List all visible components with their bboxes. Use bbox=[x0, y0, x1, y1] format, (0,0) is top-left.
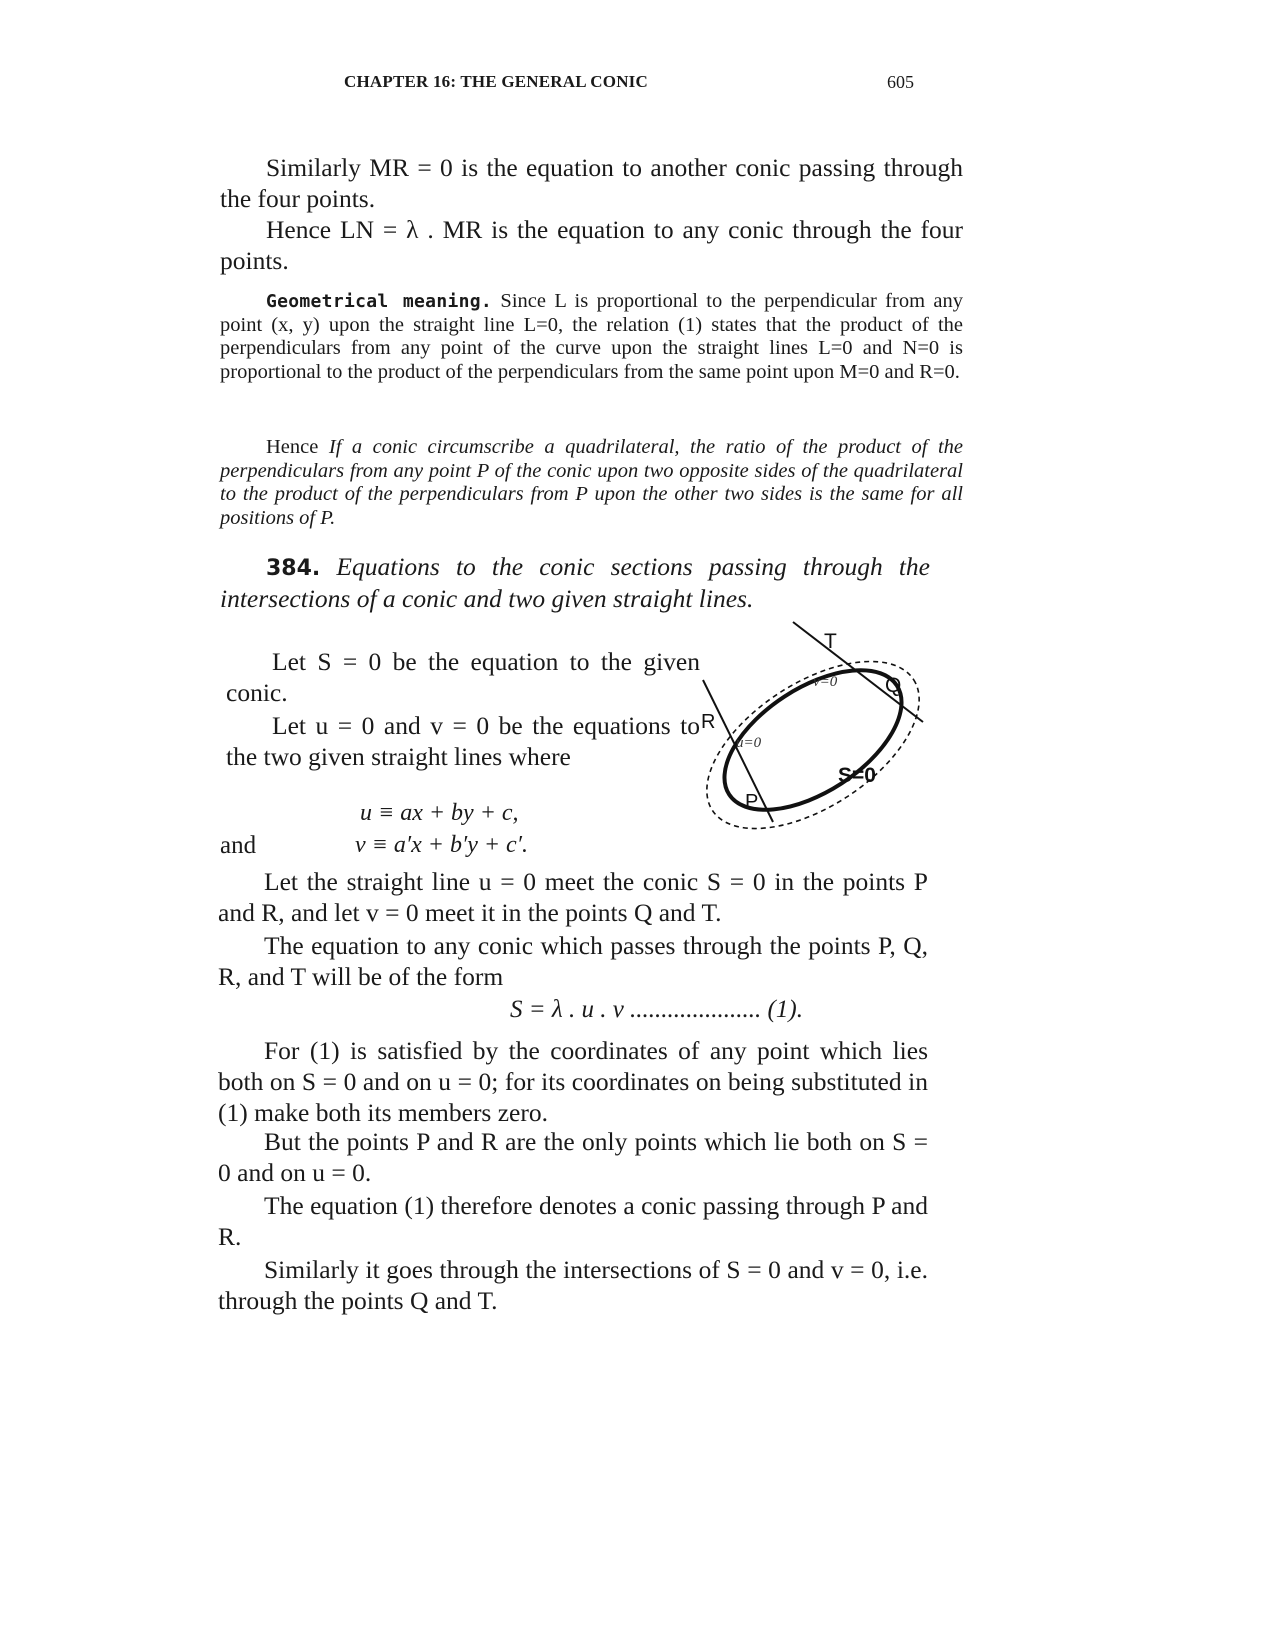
theorem-text: If a conic circumscribe a quadrilateral, the ratio of the product of the perpendiculars from any point P of the conic upon two opposite sides of the quadrilateral to the product of the perpendiculars from P upon the other two sides is the same for all positions of P. bbox=[220, 436, 964, 529]
equation-1: S = λ . u . v ..................... (1). bbox=[510, 996, 803, 1023]
text-for: For (1) is satisfied by the coordinates of any point which lies both on S = 0 and on u = 0; for its coordinates on being substituted in (1) make both its members zero. bbox=[218, 1036, 928, 1127]
label-R: R bbox=[701, 711, 716, 733]
equation-v: v ≡ a′x + b′y + c′. bbox=[355, 832, 528, 858]
text-therefore: The equation (1) therefore denotes a conic passing through P and R. bbox=[218, 1191, 928, 1251]
conic-diagram bbox=[701, 630, 978, 855]
text-similarly-2: Similarly it goes through the intersections of S = 0 and v = 0, i.e. through the points Q and T. bbox=[218, 1255, 928, 1315]
label-u: u=0 bbox=[736, 735, 762, 751]
label-S: S=0 bbox=[838, 764, 876, 787]
narrow-text-column bbox=[226, 646, 700, 772]
label-v: v=0 bbox=[813, 674, 838, 690]
geometrical-meaning-block bbox=[220, 290, 963, 384]
hence-theorem-block bbox=[220, 436, 963, 530]
geometrical-meaning-text: Since L is proportional to the perpendicular from any point (x, y) upon the straight line L=0, the relation (1) states that the product of the perpendiculars from any point of the curve upon the straight lines L=0 and N=0 is proportional to the product of the perpendiculars from the same point upon M=0 and R=0. bbox=[220, 290, 964, 383]
paragraph-hence-ln bbox=[220, 214, 963, 276]
label-T: T bbox=[824, 630, 837, 653]
text-let-s: Let S = 0 be the equation to the given conic. bbox=[226, 647, 700, 707]
label-Q: Q bbox=[885, 674, 902, 697]
dashed-conic bbox=[679, 628, 948, 863]
conic-s bbox=[701, 642, 925, 838]
figure-conic bbox=[701, 630, 978, 855]
geometrical-meaning-heading: Geometrical meaning. bbox=[266, 291, 493, 312]
paragraph-form bbox=[218, 930, 928, 992]
label-P: P bbox=[745, 791, 759, 813]
section-heading bbox=[220, 552, 930, 614]
paragraph-for bbox=[218, 1035, 928, 1128]
section-title: Equations to the conic sections passing through the intersections of a conic and two given straight lines. bbox=[220, 552, 931, 613]
paragraph-similarly-2 bbox=[218, 1254, 928, 1316]
and-word: and bbox=[220, 832, 257, 859]
line-u bbox=[703, 680, 773, 822]
paragraph-but bbox=[218, 1126, 928, 1188]
line-v bbox=[793, 622, 923, 722]
text-form: The equation to any conic which passes through the points P, Q, R, and T will be of the form bbox=[218, 931, 928, 991]
section-number: 384. bbox=[266, 556, 321, 581]
page-number: 605 bbox=[887, 72, 914, 92]
hence-lead: Hence bbox=[266, 436, 319, 458]
chapter-title: CHAPTER 16: THE GENERAL CONIC bbox=[344, 72, 648, 91]
text-let-uv: Let u = 0 and v = 0 be the equations to the two given straight lines where bbox=[226, 711, 700, 771]
text-hence-ln: Hence LN = λ . MR is the equation to any conic through the four points. bbox=[220, 215, 963, 275]
page-header bbox=[0, 72, 1275, 102]
paragraph-therefore bbox=[218, 1190, 928, 1252]
paragraph-similarly bbox=[220, 152, 963, 214]
equation-u: u ≡ ax + by + c, bbox=[360, 800, 519, 826]
text-meet: Let the straight line u = 0 meet the conic S = 0 in the points P and R, and let v = 0 meet it in the points Q and T. bbox=[218, 867, 928, 927]
text-but: But the points P and R are the only points which lie both on S = 0 and on u = 0. bbox=[218, 1127, 928, 1187]
text-similarly-mr: Similarly MR = 0 is the equation to another conic passing through the four points. bbox=[220, 153, 963, 213]
paragraph-meet bbox=[218, 866, 928, 928]
